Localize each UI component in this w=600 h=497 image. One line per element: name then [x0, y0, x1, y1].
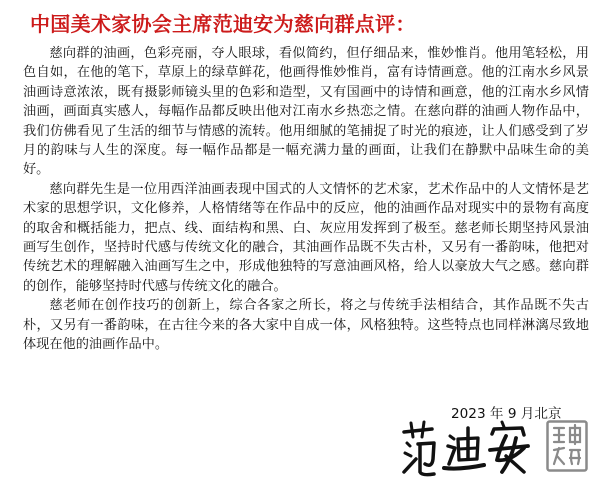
- paragraph-3: 慈老师在创作技巧的创新上，综合各家之所长，将之与传统手法相结合，其作品既不失古朴，又另有一番韵味，在古往今来的各大家中自成一体，风格独特。这些特点也同样淋漓尽致地体现在他的油画作品中。: [23, 298, 589, 353]
- paragraph-2: 慈向群先生是一位用西洋油画表现中国式的人文情怀的艺术家，艺术作品中的人文情怀是艺术家的思想学识，文化修养，人格情绪等在作品中的反应，他的油画作品对现实中的景物有高度的取舍和概括能力，把点、线、面结构和黑、白、灰应用发挥到了极至。慈老师长期坚持风景油画写生创作，坚持时代感与传统文化的融合，其油画作品既不失古朴，又另有一番韵味，他把对传统艺术的理解融入油画写生之中，形成他独特的写意油画风格，给人以豪放大气之感。慈向群的创作，能够坚持时代感与传统文化的融合。: [23, 181, 589, 294]
- document-title: 中国美术家协会主席范迪安为慈向群点评：: [30, 12, 416, 36]
- document-body: [23, 44, 589, 355]
- signature-icon: [398, 412, 538, 482]
- paragraph-1: 慈向群的油画，色彩亮丽，夺人眼球，看似简约，但仔细品来，惟妙惟肖。他用笔轻松，用色自如，在他的笔下，草原上的绿草鲜花，他画得惟妙惟肖，富有诗情画意。他的江南水乡风景油画诗意浓浓，既有摄影师镜头里的色彩和造型，又有国画中的诗情和画意，他的江南水乡风情油画，画面真实感人，每幅作品都反映出他对江南水乡热恋之情。在慈向群的油画人物作品中，我们仿佛看见了生活的细节与情感的流转。他用细腻的笔捕捉了时光的痕迹，让人们感受到了岁月的韵味与人生的深度。每一幅作品都是一幅充满力量的画面，让我们在静默中品味生命的美好。: [23, 46, 589, 178]
- date-place: 2023 年 9 月北京: [451, 406, 562, 422]
- seal-stamp-icon: [546, 420, 588, 472]
